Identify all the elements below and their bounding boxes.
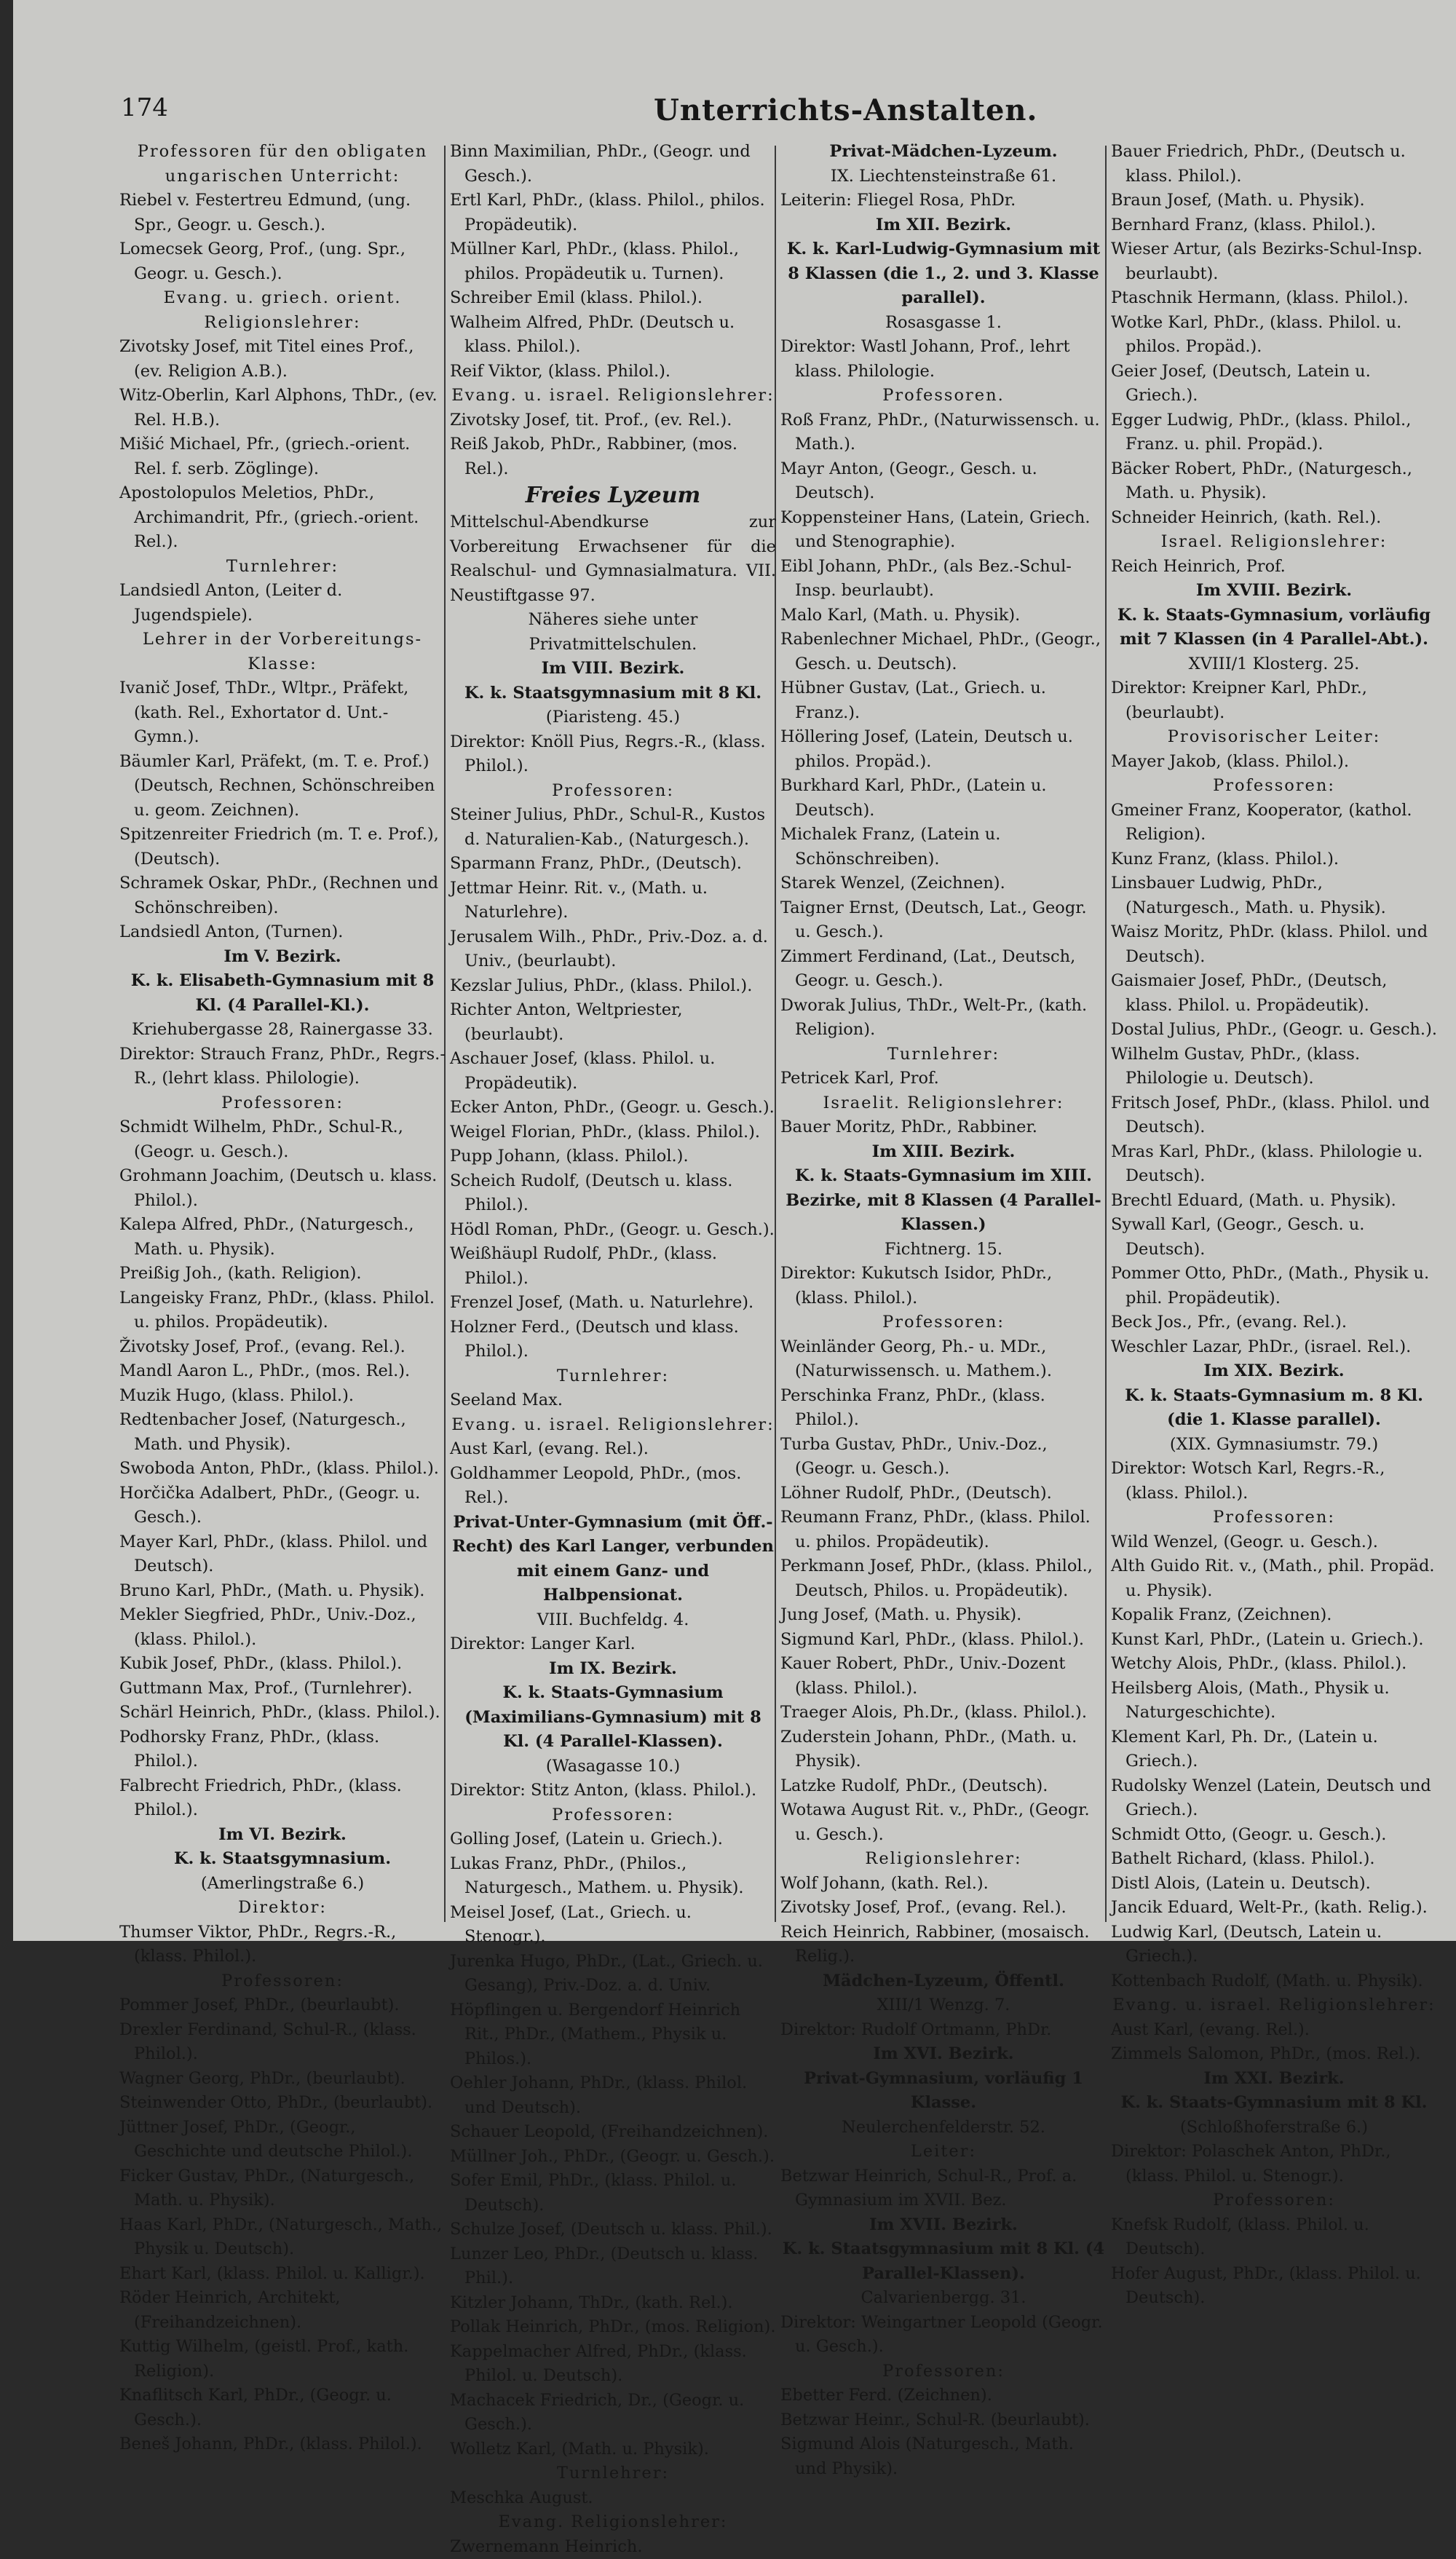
institution-heading: Im XVIII. Bezirk. bbox=[1111, 579, 1437, 604]
directory-entry: Knaflitsch Karl, PhDr., (Geogr. u. Gesch.). bbox=[119, 2384, 446, 2432]
page-number: 174 bbox=[121, 93, 168, 122]
institution-heading: K. k. Staatsgymnasium. bbox=[119, 1847, 446, 1872]
directory-entry: Podhorsky Franz, PhDr., (klass. Philol.). bbox=[119, 1725, 446, 1774]
directory-entry: Rabenlechner Michael, PhDr., (Geogr., Gesch. u. Deutsch). bbox=[780, 628, 1107, 676]
text-column-3 bbox=[780, 140, 1107, 1916]
directory-entry: Direktor: Strauch Franz, PhDr., Regrs.-R., (lehrt klass. Philologie). bbox=[119, 1043, 446, 1091]
section-heading: Evang. u. israel. Religionslehrer: bbox=[1111, 1993, 1437, 2018]
directory-entry: Thumser Viktor, PhDr., Regrs.-R., (klass. Philol.). bbox=[119, 1921, 446, 1969]
directory-entry: Zimmels Salomon, PhDr., (mos. Rel.). bbox=[1111, 2042, 1437, 2067]
directory-entry: Frenzel Josef, (Math. u. Naturlehre). bbox=[450, 1291, 776, 1316]
address-line: Fichtnerg. 15. bbox=[780, 1238, 1107, 1262]
directory-entry: Direktor: Langer Karl. bbox=[450, 1632, 776, 1657]
directory-entry: Schreiber Emil (klass. Philol.). bbox=[450, 286, 776, 311]
institution-heading: K. k. Karl-Ludwig-Gymnasium mit 8 Klassen (die 1., 2. und 3. Klasse parallel). bbox=[780, 237, 1107, 311]
directory-entry: Ebetter Ferd. (Zeichnen). bbox=[780, 2384, 1107, 2408]
directory-entry: Direktor: Weingartner Leopold (Geogr. u. Gesch.). bbox=[780, 2311, 1107, 2360]
directory-entry: Linsbauer Ludwig, PhDr., (Naturgesch., Math. u. Physik). bbox=[1111, 871, 1437, 920]
directory-entry: Schneider Heinrich, (kath. Rel.). bbox=[1111, 506, 1437, 531]
directory-entry: Kezslar Julius, PhDr., (klass. Philol.). bbox=[450, 974, 776, 999]
directory-entry: Direktor: Polaschek Anton, PhDr., (klass. Philol. u. Stenogr.). bbox=[1111, 2140, 1437, 2188]
directory-entry: Wetchy Alois, PhDr., (klass. Philol.). bbox=[1111, 1652, 1437, 1677]
directory-entry: Kauer Robert, PhDr., Univ.-Dozent (klass. Philol.). bbox=[780, 1652, 1107, 1701]
section-heading: Israelit. Religionslehrer: bbox=[780, 1091, 1107, 1116]
section-heading: Turnlehrer: bbox=[119, 555, 446, 580]
directory-entry: Zuderstein Johann, PhDr., (Math. u. Physik). bbox=[780, 1725, 1107, 1774]
directory-entry: Richter Anton, Weltpriester, (beurlaubt). bbox=[450, 998, 776, 1047]
directory-entry: Mayr Anton, (Geogr., Gesch. u. Deutsch). bbox=[780, 457, 1107, 506]
directory-entry: Höpflingen u. Bergendorf Heinrich Rit., PhDr., (Mathem., Physik u. Philos.). bbox=[450, 1998, 776, 2072]
directory-entry: Traeger Alois, Ph.Dr., (klass. Philol.). bbox=[780, 1701, 1107, 1725]
directory-entry: Zivotsky Josef, Prof., (evang. Rel.). bbox=[780, 1896, 1107, 1921]
directory-entry: Hofer August, PhDr., (klass. Philol. u. Deutsch). bbox=[1111, 2262, 1437, 2311]
institution-title: Freies Lyzeum bbox=[450, 481, 776, 510]
directory-entry: Wolf Johann, (kath. Rel.). bbox=[780, 1872, 1107, 1896]
institution-heading: Privat-Gymnasium, vorläufig 1 Klasse. bbox=[780, 2067, 1107, 2116]
directory-entry: Grohmann Joachim, (Deutsch u. klass. Philol.). bbox=[119, 1164, 446, 1213]
address-line: Rosasgasse 1. bbox=[780, 311, 1107, 336]
directory-entry: Hödl Roman, PhDr., (Geogr. u. Gesch.). bbox=[450, 1218, 776, 1243]
directory-entry: Löhner Rudolf, PhDr., (Deutsch). bbox=[780, 1482, 1107, 1506]
institution-heading: Im XIII. Bezirk. bbox=[780, 1140, 1107, 1165]
directory-entry: Direktor: Kreipner Karl, PhDr., (beurlaubt). bbox=[1111, 676, 1437, 725]
text-column-4 bbox=[1111, 140, 1437, 1916]
directory-entry: Schärl Heinrich, PhDr., (klass. Philol.). bbox=[119, 1701, 446, 1725]
directory-entry: Eibl Johann, PhDr., (als Bez.-Schul-Insp. beurlaubt). bbox=[780, 555, 1107, 604]
directory-entry: Gmeiner Franz, Kooperator, (kathol. Religion). bbox=[1111, 799, 1437, 847]
directory-entry: Scheich Rudolf, (Deutsch u. klass. Philol.). bbox=[450, 1169, 776, 1218]
section-heading: Professoren: bbox=[450, 1803, 776, 1828]
directory-entry: Kitzler Johann, ThDr., (kath. Rel.). bbox=[450, 2291, 776, 2316]
directory-entry: Meisel Josef, (Lat., Griech. u. Stenogr.). bbox=[450, 1901, 776, 1950]
directory-entry: Drexler Ferdinand, Schul-R., (klass. Philol.). bbox=[119, 2018, 446, 2067]
institution-heading: Im VI. Bezirk. bbox=[119, 1823, 446, 1848]
directory-entry: Swoboda Anton, PhDr., (klass. Philol.). bbox=[119, 1457, 446, 1482]
institution-heading: K. k. Staats-Gymnasium mit 8 Kl. bbox=[1111, 2091, 1437, 2116]
directory-entry: Reif Viktor, (klass. Philol.). bbox=[450, 360, 776, 384]
directory-entry: Jancik Eduard, Welt-Pr., (kath. Relig.). bbox=[1111, 1896, 1437, 1921]
directory-entry: Direktor: Stitz Anton, (klass. Philol.). bbox=[450, 1779, 776, 1803]
address-line: XIII/1 Wenzg. 7. bbox=[780, 1993, 1107, 2018]
directory-entry: Weschler Lazar, PhDr., (israel. Rel.). bbox=[1111, 1335, 1437, 1360]
directory-entry: Michalek Franz, (Latein u. Schönschreiben). bbox=[780, 823, 1107, 871]
directory-entry: Ptaschnik Hermann, (klass. Philol.). bbox=[1111, 286, 1437, 311]
directory-entry: Brechtl Eduard, (Math. u. Physik). bbox=[1111, 1189, 1437, 1214]
directory-entry: Waisz Moritz, PhDr. (klass. Philol. und Deutsch). bbox=[1111, 920, 1437, 969]
section-heading: Turnlehrer: bbox=[780, 1043, 1107, 1067]
institution-heading: K. k. Staats-Gymnasium, vorläufig mit 7 Klassen (in 4 Parallel-Abt.). bbox=[1111, 604, 1437, 652]
directory-entry: Knefsk Rudolf, (klass. Philol. u. Deutsch). bbox=[1111, 2213, 1437, 2262]
directory-entry: Lukas Franz, PhDr., (Philos., Naturgesch., Mathem. u. Physik). bbox=[450, 1852, 776, 1901]
address-line: XVIII/1 Klosterg. 25. bbox=[1111, 652, 1437, 677]
directory-entry: Müllner Joh., PhDr., (Geogr. u. Gesch.). bbox=[450, 2145, 776, 2170]
directory-entry: Golling Josef, (Latein u. Griech.). bbox=[450, 1827, 776, 1852]
directory-entry: Klement Karl, Ph. Dr., (Latein u. Griech.). bbox=[1111, 1725, 1437, 1774]
directory-entry: Betzwar Heinr., Schul-R. (beurlaubt). bbox=[780, 2408, 1107, 2433]
description-text: Mittelschul-Abendkurse zur Vorbereitung Erwachsener für die Realschul- und Gymnasialmatura. VII. Neustiftgasse 97. bbox=[450, 510, 776, 608]
directory-entry: Lunzer Leo, PhDr., (Deutsch u. klass. Phil.). bbox=[450, 2242, 776, 2291]
directory-entry: Spitzenreiter Friedrich (m. T. e. Prof.), (Deutsch). bbox=[119, 823, 446, 871]
directory-entry: Bäumler Karl, Präfekt, (m. T. e. Prof.) (Deutsch, Rechnen, Schönschreiben u. geom. Zeichnen). bbox=[119, 750, 446, 823]
address-line: Kriehubergasse 28, Rainergasse 33. bbox=[119, 1018, 446, 1043]
directory-entry: Egger Ludwig, PhDr., (klass. Philol., Franz. u. phil. Propäd.). bbox=[1111, 408, 1437, 457]
directory-entry: Direktor: Wotsch Karl, Regrs.-R., (klass. Philol.). bbox=[1111, 1457, 1437, 1506]
section-heading: Professoren für den obligaten ungarischen Unterricht: bbox=[119, 140, 446, 189]
institution-heading: K. k. Staats-Gymnasium (Maximilians-Gymnasium) mit 8 Kl. (4 Parallel-Klassen). bbox=[450, 1681, 776, 1755]
directory-entry: Seeland Max. bbox=[450, 1388, 776, 1413]
address-line: Näheres siehe unter Privatmittelschulen. bbox=[450, 608, 776, 657]
directory-entry: Bäcker Robert, PhDr., (Naturgesch., Math. u. Physik). bbox=[1111, 457, 1437, 506]
directory-entry: Perkmann Josef, PhDr., (klass. Philol., Deutsch, Philos. u. Propädeutik). bbox=[780, 1554, 1107, 1603]
section-heading: Israel. Religionslehrer: bbox=[1111, 530, 1437, 555]
directory-entry: Bauer Moritz, PhDr., Rabbiner. bbox=[780, 1115, 1107, 1140]
section-heading: Provisorischer Leiter: bbox=[1111, 725, 1437, 750]
directory-entry: Kunz Franz, (klass. Philol.). bbox=[1111, 847, 1437, 872]
directory-entry: Mras Karl, PhDr., (klass. Philologie u. Deutsch). bbox=[1111, 1140, 1437, 1189]
address-line: (XIX. Gymnasiumstr. 79.) bbox=[1111, 1433, 1437, 1458]
directory-entry: Machacek Friedrich, Dr., (Geogr. u. Gesch.). bbox=[450, 2389, 776, 2437]
text-column-2 bbox=[450, 140, 776, 1916]
institution-heading: K. k. Staats-Gymnasium m. 8 Kl. (die 1. Klasse parallel). bbox=[1111, 1384, 1437, 1433]
institution-heading: Im XII. Bezirk. bbox=[780, 213, 1107, 238]
directory-entry: Mandl Aaron L., PhDr., (mos. Rel.). bbox=[119, 1359, 446, 1384]
institution-heading: K. k. Staatsgymnasium mit 8 Kl. bbox=[450, 681, 776, 706]
section-heading: Lehrer in der Vorbereitungs-Klasse: bbox=[119, 628, 446, 676]
directory-entry: Horčička Adalbert, PhDr., (Geogr. u. Gesch.). bbox=[119, 1482, 446, 1530]
directory-entry: Malo Karl, (Math. u. Physik). bbox=[780, 604, 1107, 628]
institution-heading: Privat-Mädchen-Lyzeum. bbox=[780, 140, 1107, 165]
directory-entry: Ficker Gustav, PhDr., (Naturgesch., Math. u. Physik). bbox=[119, 2164, 446, 2213]
directory-entry: Hübner Gustav, (Lat., Griech. u. Franz.). bbox=[780, 676, 1107, 725]
address-line: VIII. Buchfeldg. 4. bbox=[450, 1608, 776, 1633]
directory-entry: Weigel Florian, PhDr., (klass. Philol.). bbox=[450, 1120, 776, 1145]
directory-entry: Goldhammer Leopold, PhDr., (mos. Rel.). bbox=[450, 1462, 776, 1511]
institution-heading: K. k. Staatsgymnasium mit 8 Kl. (4 Parallel-Klassen). bbox=[780, 2237, 1107, 2286]
running-head: Unterrichts-Anstalten. bbox=[654, 93, 1037, 127]
section-heading: Professoren: bbox=[119, 1091, 446, 1116]
directory-entry: Pommer Josef, PhDr., (beurlaubt). bbox=[119, 1993, 446, 2018]
address-line: (Wasagasse 10.) bbox=[450, 1755, 776, 1779]
directory-entry: Guttmann Max, Prof., (Turnlehrer). bbox=[119, 1677, 446, 1701]
directory-entry: Leiterin: Fliegel Rosa, PhDr. bbox=[780, 189, 1107, 213]
directory-entry: Mekler Siegfried, PhDr., Univ.-Doz., (klass. Philol.). bbox=[119, 1603, 446, 1652]
address-line: Calvarienbergg. 31. bbox=[780, 2286, 1107, 2311]
directory-entry: Pollak Heinrich, PhDr., (mos. Religion). bbox=[450, 2315, 776, 2340]
directory-entry: Schauer Leopold, (Freihandzeichnen). bbox=[450, 2120, 776, 2145]
directory-entry: Ehart Karl, (klass. Philol. u. Kalligr.). bbox=[119, 2262, 446, 2287]
directory-entry: Schulze Josef, (Deutsch u. klass. Phil.). bbox=[450, 2218, 776, 2242]
directory-entry: Reich Heinrich, Rabbiner, (mosaisch. Relig.). bbox=[780, 1921, 1107, 1969]
directory-entry: Braun Josef, (Math. u. Physik). bbox=[1111, 189, 1437, 213]
directory-entry: Bauer Friedrich, PhDr., (Deutsch u. klass. Philol.). bbox=[1111, 140, 1437, 189]
directory-entry: Reiß Jakob, PhDr., Rabbiner, (mos. Rel.). bbox=[450, 432, 776, 481]
directory-entry: Meschka August. bbox=[450, 2486, 776, 2511]
directory-entry: Direktor: Wastl Johann, Prof., lehrt klass. Philologie. bbox=[780, 335, 1107, 384]
directory-entry: Falbrecht Friedrich, PhDr., (klass. Philol.). bbox=[119, 1774, 446, 1823]
directory-entry: Jüttner Josef, PhDr., (Geogr., Geschichte und deutsche Philol.). bbox=[119, 2116, 446, 2164]
institution-heading: Im XXI. Bezirk. bbox=[1111, 2067, 1437, 2092]
directory-entry: Walheim Alfred, PhDr. (Deutsch u. klass. Philol.). bbox=[450, 311, 776, 360]
institution-heading: Mädchen-Lyzeum, Öffentl. bbox=[780, 1969, 1107, 1994]
directory-entry: Burkhard Karl, PhDr., (Latein u. Deutsch). bbox=[780, 774, 1107, 823]
directory-entry: Steiner Julius, PhDr., Schul-R., Kustos d. Naturalien-Kab., (Naturgesch.). bbox=[450, 803, 776, 852]
directory-entry: Mišić Michael, Pfr., (griech.-orient. Rel. f. serb. Zöglinge). bbox=[119, 432, 446, 481]
directory-entry: Zivotsky Josef, mit Titel eines Prof., (ev. Religion A.B.). bbox=[119, 335, 446, 384]
directory-entry: Wotawa August Rit. v., PhDr., (Geogr. u. Gesch.). bbox=[780, 1798, 1107, 1847]
section-heading: Professoren: bbox=[1111, 774, 1437, 799]
directory-entry: Ludwig Karl, (Deutsch, Latein u. Griech.). bbox=[1111, 1921, 1437, 1969]
directory-entry: Jurenka Hugo, PhDr., (Lat., Griech. u. Gesang), Priv.-Doz. a. d. Univ. bbox=[450, 1950, 776, 1998]
section-heading: Professoren: bbox=[780, 1310, 1107, 1335]
directory-entry: Langeisky Franz, PhDr., (klass. Philol. u. philos. Propädeutik). bbox=[119, 1286, 446, 1335]
directory-entry: Direktor: Rudolf Ortmann, PhDr. bbox=[780, 2018, 1107, 2043]
directory-entry: Sigmund Alois (Naturgesch., Math. und Physik). bbox=[780, 2432, 1107, 2481]
directory-entry: Koppensteiner Hans, (Latein, Griech. und Stenographie). bbox=[780, 506, 1107, 555]
directory-entry: Holzner Ferd., (Deutsch und klass. Philol.). bbox=[450, 1316, 776, 1364]
directory-entry: Aust Karl, (evang. Rel.). bbox=[1111, 2018, 1437, 2043]
directory-entry: Apostolopulos Meletios, PhDr., Archimandrit, Pfr., (griech.-orient. Rel.). bbox=[119, 481, 446, 555]
directory-entry: Ivanič Josef, ThDr., Wltpr., Präfekt, (kath. Rel., Exhortator d. Unt.-Gymn.). bbox=[119, 676, 446, 750]
institution-heading: K. k. Staats-Gymnasium im XIII. Bezirke, mit 8 Klassen (4 Parallel-Klassen.) bbox=[780, 1164, 1107, 1238]
directory-entry: Aschauer Josef, (klass. Philol. u. Propädeutik). bbox=[450, 1047, 776, 1096]
directory-entry: Zimmert Ferdinand, (Lat., Deutsch, Geogr. u. Gesch.). bbox=[780, 945, 1107, 994]
directory-entry: Dworak Julius, ThDr., Welt-Pr., (kath. Religion). bbox=[780, 994, 1107, 1043]
directory-entry: Schmidt Otto, (Geogr. u. Gesch.). bbox=[1111, 1823, 1437, 1848]
directory-entry: Höllering Josef, (Latein, Deutsch u. philos. Propäd.). bbox=[780, 725, 1107, 774]
directory-entry: Životsky Josef, Prof., (evang. Rel.). bbox=[119, 1335, 446, 1360]
institution-heading: Im XIX. Bezirk. bbox=[1111, 1359, 1437, 1384]
directory-entry: Fritsch Josef, PhDr., (klass. Philol. und Deutsch). bbox=[1111, 1091, 1437, 1140]
directory-entry: Mayer Jakob, (klass. Philol.). bbox=[1111, 750, 1437, 775]
directory-entry: Beck Jos., Pfr., (evang. Rel.). bbox=[1111, 1310, 1437, 1335]
institution-heading: Privat-Unter-Gymnasium (mit Öff.-Recht) des Karl Langer, verbunden mit einem Ganz- und Halbpensionat. bbox=[450, 1511, 776, 1608]
directory-entry: Weißhäupl Rudolf, PhDr., (klass. Philol.). bbox=[450, 1242, 776, 1291]
directory-entry: Betzwar Heinrich, Schul-R., Prof. a. Gymnasium im XVII. Bez. bbox=[780, 2164, 1107, 2213]
directory-entry: Reumann Franz, PhDr., (klass. Philol. u. philos. Propädeutik). bbox=[780, 1506, 1107, 1554]
directory-entry: Kalepa Alfred, PhDr., (Naturgesch., Math. u. Physik). bbox=[119, 1213, 446, 1262]
directory-entry: Oehler Johann, PhDr., (klass. Philol. und Deutsch). bbox=[450, 2071, 776, 2120]
directory-entry: Ertl Karl, PhDr., (klass. Philol., philos. Propädeutik). bbox=[450, 189, 776, 237]
directory-entry: Heilsberg Alois, (Math., Physik u. Naturgeschichte). bbox=[1111, 1677, 1437, 1725]
directory-entry: Kunst Karl, PhDr., (Latein u. Griech.). bbox=[1111, 1628, 1437, 1653]
directory-entry: Rudolsky Wenzel (Latein, Deutsch und Griech.). bbox=[1111, 1774, 1437, 1823]
directory-entry: Wagner Georg, PhDr., (beurlaubt). bbox=[119, 2067, 446, 2092]
institution-heading: Im V. Bezirk. bbox=[119, 945, 446, 970]
directory-entry: Distl Alois, (Latein u. Deutsch). bbox=[1111, 1872, 1437, 1896]
directory-entry: Jung Josef, (Math. u. Physik). bbox=[780, 1603, 1107, 1628]
directory-entry: Haas Karl, PhDr., (Naturgesch., Math., Physik u. Deutsch). bbox=[119, 2213, 446, 2262]
directory-entry: Ecker Anton, PhDr., (Geogr. u. Gesch.). bbox=[450, 1096, 776, 1120]
directory-entry: Reich Heinrich, Prof. bbox=[1111, 555, 1437, 580]
directory-entry: Sigmund Karl, PhDr., (klass. Philol.). bbox=[780, 1628, 1107, 1653]
address-line: IX. Liechtensteinstraße 61. bbox=[780, 165, 1107, 189]
directory-entry: Pupp Johann, (klass. Philol.). bbox=[450, 1144, 776, 1169]
directory-entry: Turba Gustav, PhDr., Univ.-Doz., (Geogr. u. Gesch.). bbox=[780, 1433, 1107, 1482]
directory-entry: Steinwender Otto, PhDr., (beurlaubt). bbox=[119, 2091, 446, 2116]
directory-entry: Latzke Rudolf, PhDr., (Deutsch). bbox=[780, 1774, 1107, 1799]
address-line: (Schloßhoferstraße 6.) bbox=[1111, 2116, 1437, 2140]
directory-entry: Taigner Ernst, (Deutsch, Lat., Geogr. u. Gesch.). bbox=[780, 896, 1107, 945]
section-heading: Direktor: bbox=[119, 1896, 446, 1921]
directory-entry: Landsiedl Anton, (Turnen). bbox=[119, 920, 446, 945]
directory-entry: Kubik Josef, PhDr., (klass. Philol.). bbox=[119, 1652, 446, 1677]
directory-entry: Beneš Johann, PhDr., (klass. Philol.). bbox=[119, 2432, 446, 2457]
directory-entry: Mayer Karl, PhDr., (klass. Philol. und Deutsch). bbox=[119, 1530, 446, 1579]
text-column-1 bbox=[119, 140, 446, 1916]
directory-entry: Sywall Karl, (Geogr., Gesch. u. Deutsch). bbox=[1111, 1213, 1437, 1262]
directory-entry: Aust Karl, (evang. Rel.). bbox=[450, 1437, 776, 1462]
directory-entry: Alth Guido Rit. v., (Math., phil. Propäd. u. Physik). bbox=[1111, 1554, 1437, 1603]
address-line: (Piaristeng. 45.) bbox=[450, 705, 776, 730]
institution-heading: Im IX. Bezirk. bbox=[450, 1657, 776, 1682]
directory-entry: Riebel v. Festertreu Edmund, (ung. Spr., Geogr. u. Gesch.). bbox=[119, 189, 446, 237]
directory-entry: Wild Wenzel, (Geogr. u. Gesch.). bbox=[1111, 1530, 1437, 1555]
directory-page bbox=[13, 0, 1456, 1941]
directory-entry: Kappelmacher Alfred, PhDr., (klass. Philol. u. Deutsch). bbox=[450, 2340, 776, 2389]
directory-entry: Müllner Karl, PhDr., (klass. Philol., philos. Propädeutik u. Turnen). bbox=[450, 237, 776, 286]
directory-entry: Kuttig Wilhelm, (geistl. Prof., kath. Religion). bbox=[119, 2335, 446, 2384]
directory-entry: Geier Josef, (Deutsch, Latein u. Griech.). bbox=[1111, 360, 1437, 408]
directory-entry: Schramek Oskar, PhDr., (Rechnen und Schönschreiben). bbox=[119, 871, 446, 920]
directory-entry: Gaismaier Josef, PhDr., (Deutsch, klass. Philol. u. Propädeutik). bbox=[1111, 969, 1437, 1018]
directory-entry: Jettmar Heinr. Rit. v., (Math. u. Naturlehre). bbox=[450, 877, 776, 925]
directory-entry: Direktor: Knöll Pius, Regrs.-R., (klass. Philol.). bbox=[450, 730, 776, 779]
directory-entry: Zivotsky Josef, tit. Prof., (ev. Rel.). bbox=[450, 408, 776, 433]
directory-entry: Kopalik Franz, (Zeichnen). bbox=[1111, 1603, 1437, 1628]
directory-entry: Wotke Karl, PhDr., (klass. Philol. u. philos. Propäd.). bbox=[1111, 311, 1437, 360]
directory-entry: Jerusalem Wilh., PhDr., Priv.-Doz. a. d. Univ., (beurlaubt). bbox=[450, 925, 776, 974]
directory-entry: Sparmann Franz, PhDr., (Deutsch). bbox=[450, 852, 776, 877]
directory-entry: Weinländer Georg, Ph.- u. MDr., (Naturwissensch. u. Mathem.). bbox=[780, 1335, 1107, 1384]
section-heading: Evang. u. griech. orient. Religionslehrer: bbox=[119, 286, 446, 335]
directory-entry: Muzik Hugo, (klass. Philol.). bbox=[119, 1384, 446, 1409]
directory-entry: Bathelt Richard, (klass. Philol.). bbox=[1111, 1847, 1437, 1872]
institution-heading: Im XVI. Bezirk. bbox=[780, 2042, 1107, 2067]
directory-entry: Sofer Emil, PhDr., (klass. Philol. u. Deutsch). bbox=[450, 2169, 776, 2218]
directory-entry: Wieser Artur, (als Bezirks-Schul-Insp. beurlaubt). bbox=[1111, 237, 1437, 286]
directory-entry: Bernhard Franz, (klass. Philol.). bbox=[1111, 213, 1437, 238]
directory-entry: Roß Franz, PhDr., (Naturwissensch. u. Math.). bbox=[780, 408, 1107, 457]
directory-entry: Direktor: Kukutsch Isidor, PhDr., (klass. Philol.). bbox=[780, 1262, 1107, 1310]
directory-entry: Wolletz Karl, (Math. u. Physik). bbox=[450, 2437, 776, 2462]
section-heading: Religionslehrer: bbox=[780, 1847, 1107, 1872]
directory-entry: Dostal Julius, PhDr., (Geogr. u. Gesch.). bbox=[1111, 1018, 1437, 1043]
directory-entry: Petricek Karl, Prof. bbox=[780, 1067, 1107, 1091]
directory-entry: Zwernemann Heinrich. bbox=[450, 2535, 776, 2559]
institution-heading: K. k. Elisabeth-Gymnasium mit 8 Kl. (4 Parallel-Kl.). bbox=[119, 969, 446, 1018]
section-heading: Turnlehrer: bbox=[450, 1364, 776, 1389]
section-heading: Evang. u. israel. Religionslehrer: bbox=[450, 1413, 776, 1438]
directory-entry: Perschinka Franz, PhDr., (klass. Philol.). bbox=[780, 1384, 1107, 1433]
directory-entry: Redtenbacher Josef, (Naturgesch., Math. und Physik). bbox=[119, 1408, 446, 1457]
address-line: (Amerlingstraße 6.) bbox=[119, 1872, 446, 1896]
directory-entry: Wilhelm Gustav, PhDr., (klass. Philologie u. Deutsch). bbox=[1111, 1043, 1437, 1091]
directory-entry: Röder Heinrich, Architekt, (Freihandzeichnen). bbox=[119, 2286, 446, 2335]
directory-entry: Pommer Otto, PhDr., (Math., Physik u. phil. Propädeutik). bbox=[1111, 1262, 1437, 1310]
directory-entry: Binn Maximilian, PhDr., (Geogr. und Gesch.). bbox=[450, 140, 776, 189]
directory-entry: Schmidt Wilhelm, PhDr., Schul-R., (Geogr. u. Gesch.). bbox=[119, 1115, 446, 1164]
address-line: Neulerchenfelderstr. 52. bbox=[780, 2116, 1107, 2140]
institution-heading: Im VIII. Bezirk. bbox=[450, 657, 776, 681]
directory-entry: Witz-Oberlin, Karl Alphons, ThDr., (ev. Rel. H.B.). bbox=[119, 384, 446, 432]
section-heading: Professoren: bbox=[1111, 1506, 1437, 1530]
directory-entry: Lomecsek Georg, Prof., (ung. Spr., Geogr. u. Gesch.). bbox=[119, 237, 446, 286]
institution-heading: Im XVII. Bezirk. bbox=[780, 2213, 1107, 2238]
section-heading: Professoren: bbox=[1111, 2188, 1437, 2213]
section-heading: Evang. u. israel. Religionslehrer: bbox=[450, 384, 776, 408]
section-heading: Professoren: bbox=[450, 779, 776, 804]
section-heading: Professoren: bbox=[780, 2360, 1107, 2384]
directory-entry: Starek Wenzel, (Zeichnen). bbox=[780, 871, 1107, 896]
section-heading: Leiter: bbox=[780, 2140, 1107, 2164]
directory-entry: Preißig Joh., (kath. Religion). bbox=[119, 1262, 446, 1286]
section-heading: Professoren: bbox=[119, 1969, 446, 1994]
directory-entry: Bruno Karl, PhDr., (Math. u. Physik). bbox=[119, 1579, 446, 1604]
section-heading: Evang. Religionslehrer: bbox=[450, 2510, 776, 2535]
section-heading: Professoren. bbox=[780, 384, 1107, 408]
section-heading: Turnlehrer: bbox=[450, 2461, 776, 2486]
directory-entry: Landsiedl Anton, (Leiter d. Jugendspiele). bbox=[119, 579, 446, 628]
directory-entry: Kottenbach Rudolf, (Math. u. Physik). bbox=[1111, 1969, 1437, 1994]
